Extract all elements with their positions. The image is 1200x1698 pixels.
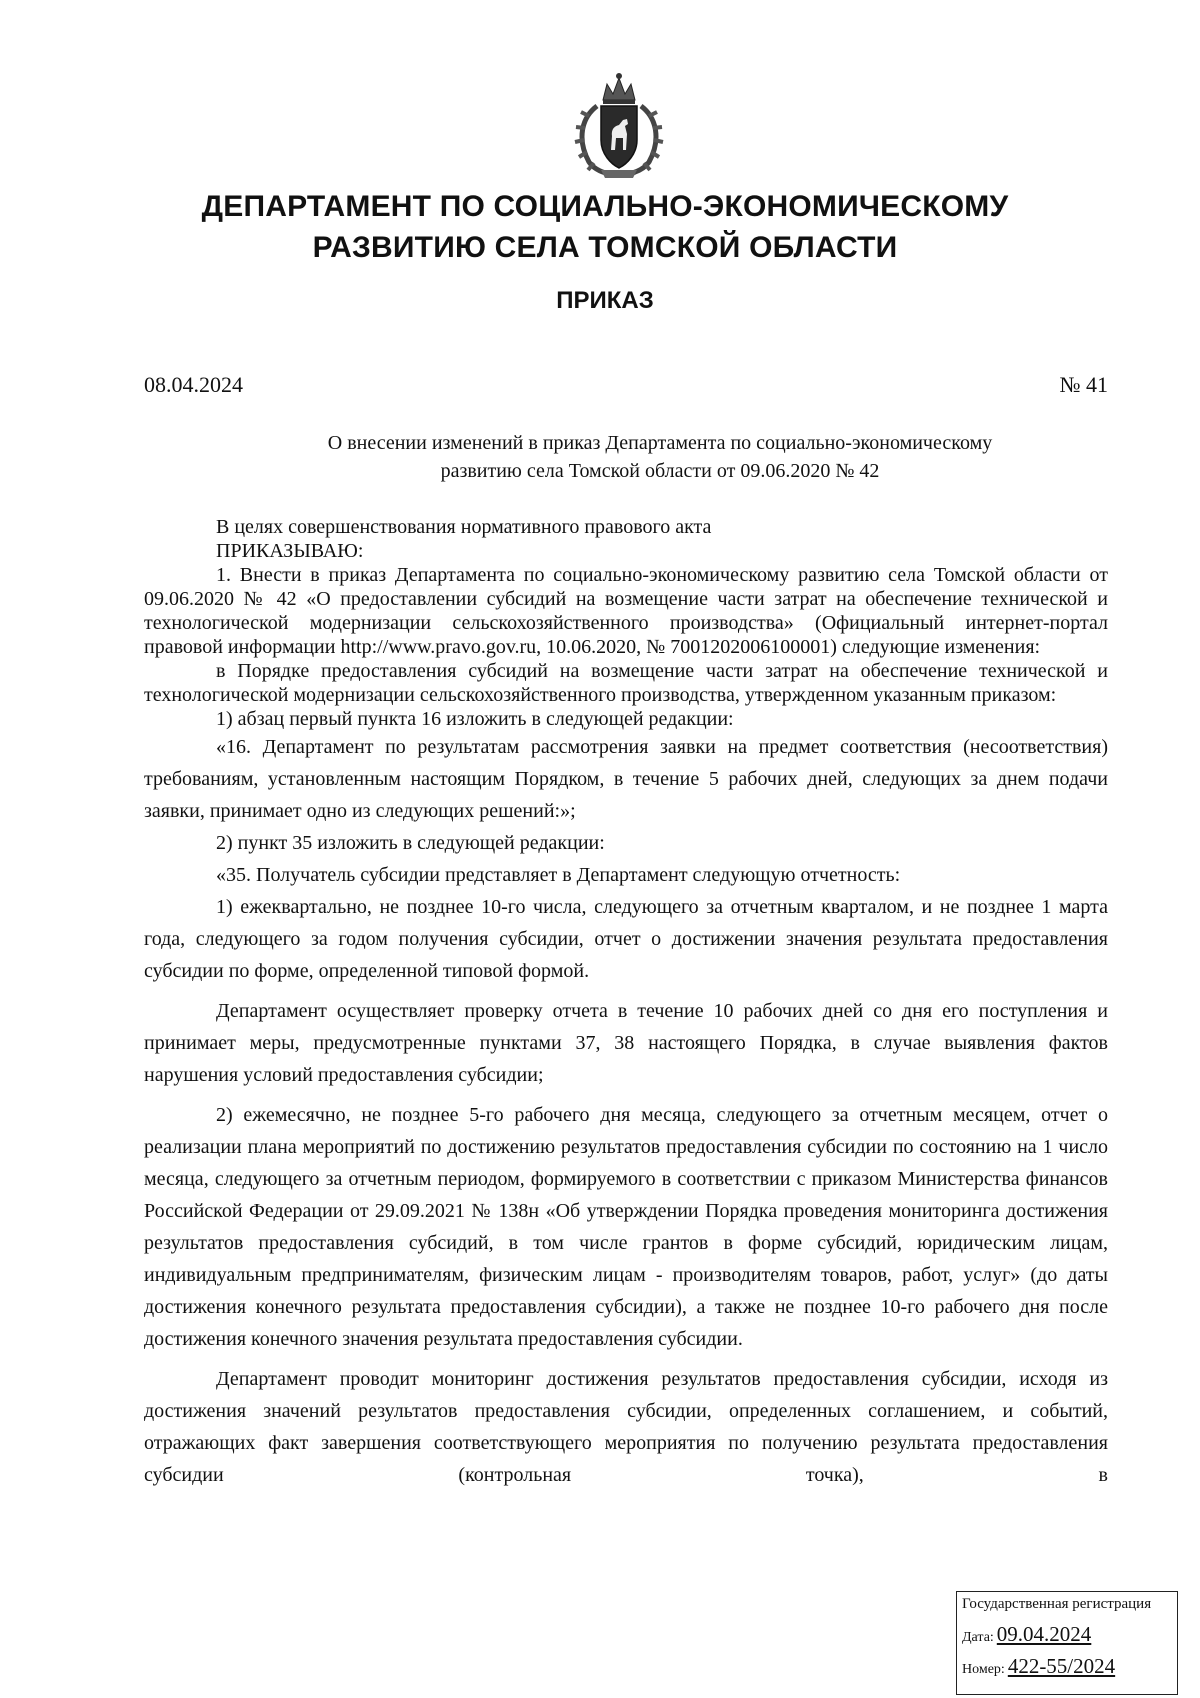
amendment-1-paragraph: 1) абзац первый пункта 16 изложить в следующей редакции: [216, 708, 734, 730]
order-number: № 41 [1059, 372, 1108, 397]
reporting-item-2-paragraph: 2) ежемесячно, не позднее 5-го рабочего дня месяца, следующего за отчетным месяцем, отчет о реализации плана мероприятий по достижению результатов предоставления субсидии по состоянию на 1 число месяца, следующего за отчетным периодом, формируемого в соответствии с приказом Министерства финансов Российской Федерации от 29.09.2021 № 138н «Об утверждении Порядка проведения мониторинга достижения результатов предоставления субсидий, в том числе грантов в форме субсидий, юридическим лицам, индивидуальным предпринимателям, физическим лицам - производителям товаров, работ, услуг» (до даты достижения конечного результата предоставления субсидии), а также не позднее 10-го рабочего дня после достижения конечного значения результата предоставления субсидии. [144, 1104, 1108, 1350]
clause-35-paragraph: «35. Получатель субсидии представляет в Департамент следующую отчетность: [216, 864, 901, 886]
department-name-line1: ДЕПАРТАМЕНТ ПО СОЦИАЛЬНО-ЭКОНОМИЧЕСКОМУ [201, 190, 1009, 223]
amendment-2-paragraph: 2) пункт 35 изложить в следующей редакции: [216, 832, 605, 854]
preamble-paragraph: В целях совершенствования нормативного правового акта [216, 516, 712, 538]
registration-number-row [962, 1654, 1115, 1679]
registration-date-row [962, 1622, 1091, 1647]
order-subject [200, 429, 1120, 485]
clause-1-paragraph: 1. Внести в приказ Департамента по социально-экономическому развитию села Томской области от 09.06.2020 № 42 «О предоставлении субсидий на возмещение части затрат на обеспечение технической и технологической модернизации сельскохозяйственного производства» (Официальный интернет-портал правовой информации http://www.pravo.gov.ru, 10.06.2020, № 7001202006100001) следующие изменения: [144, 564, 1108, 658]
clause-16-paragraph: «16. Департамент по результатам рассмотрения заявки на предмет соответствия (несоответствия) требованиям, установленным настоящим Порядком, в течение 5 рабочих дней, следующих за днем подачи заявки, принимает одно из следующих решений:»; [144, 736, 1108, 822]
report-check-paragraph: Департамент осуществляет проверку отчета в течение 10 рабочих дней со дня его поступления и принимает меры, предусмотренные пунктами 37, 38 настоящего Порядка, в случае выявления фактов нарушения условий предоставления субсидии; [144, 1000, 1108, 1086]
tomsk-coat-of-arms-icon [567, 70, 671, 182]
registration-number-label: Номер: [962, 1662, 1005, 1677]
registration-number-value: 422-55/2024 [1007, 1654, 1116, 1678]
department-name-line2: РАЗВИТИЮ СЕЛА ТОМСКОЙ ОБЛАСТИ [312, 231, 898, 264]
registration-date-value: 09.04.2024 [996, 1622, 1092, 1646]
order-subject-line2: развитию села Томской области от 09.06.2020 № 42 [440, 460, 880, 482]
order-subject-line1: О внесении изменений в приказ Департамента по социально-экономическому [327, 432, 993, 454]
reporting-item-1-paragraph: 1) ежеквартально, не позднее 10-го числа, следующего за отчетным кварталом, и не позднее 1 марта года, следующего за годом получения субсидии, отчет о достижении значения результата предоставления субсидии по форме, определенной типовой формой. [144, 896, 1108, 982]
order-body [144, 515, 1108, 1491]
registration-date-label: Дата: [962, 1630, 994, 1645]
procedure-paragraph: в Порядке предоставления субсидий на возмещение части затрат на обеспечение технической и технологической модернизации сельскохозяйственного производства, утвержденном указанным приказом: [144, 660, 1108, 706]
order-verb: ПРИКАЗЫВАЮ: [216, 540, 364, 562]
document-type: ПРИКАЗ [556, 287, 654, 314]
monitoring-paragraph: Департамент проводит мониторинг достижения результатов предоставления субсидии, исходя из достижения значений результатов предоставления субсидии, определенных соглашением, и событий, отражающих факт завершения соответствующего мероприятия по получению результата предоставления субсидии (контрольная точка), в [144, 1368, 1108, 1486]
order-date: 08.04.2024 [144, 372, 243, 397]
registration-stamp [956, 1591, 1178, 1695]
department-name [150, 186, 1060, 268]
registration-stamp-title: Государственная регистрация [962, 1596, 1152, 1612]
